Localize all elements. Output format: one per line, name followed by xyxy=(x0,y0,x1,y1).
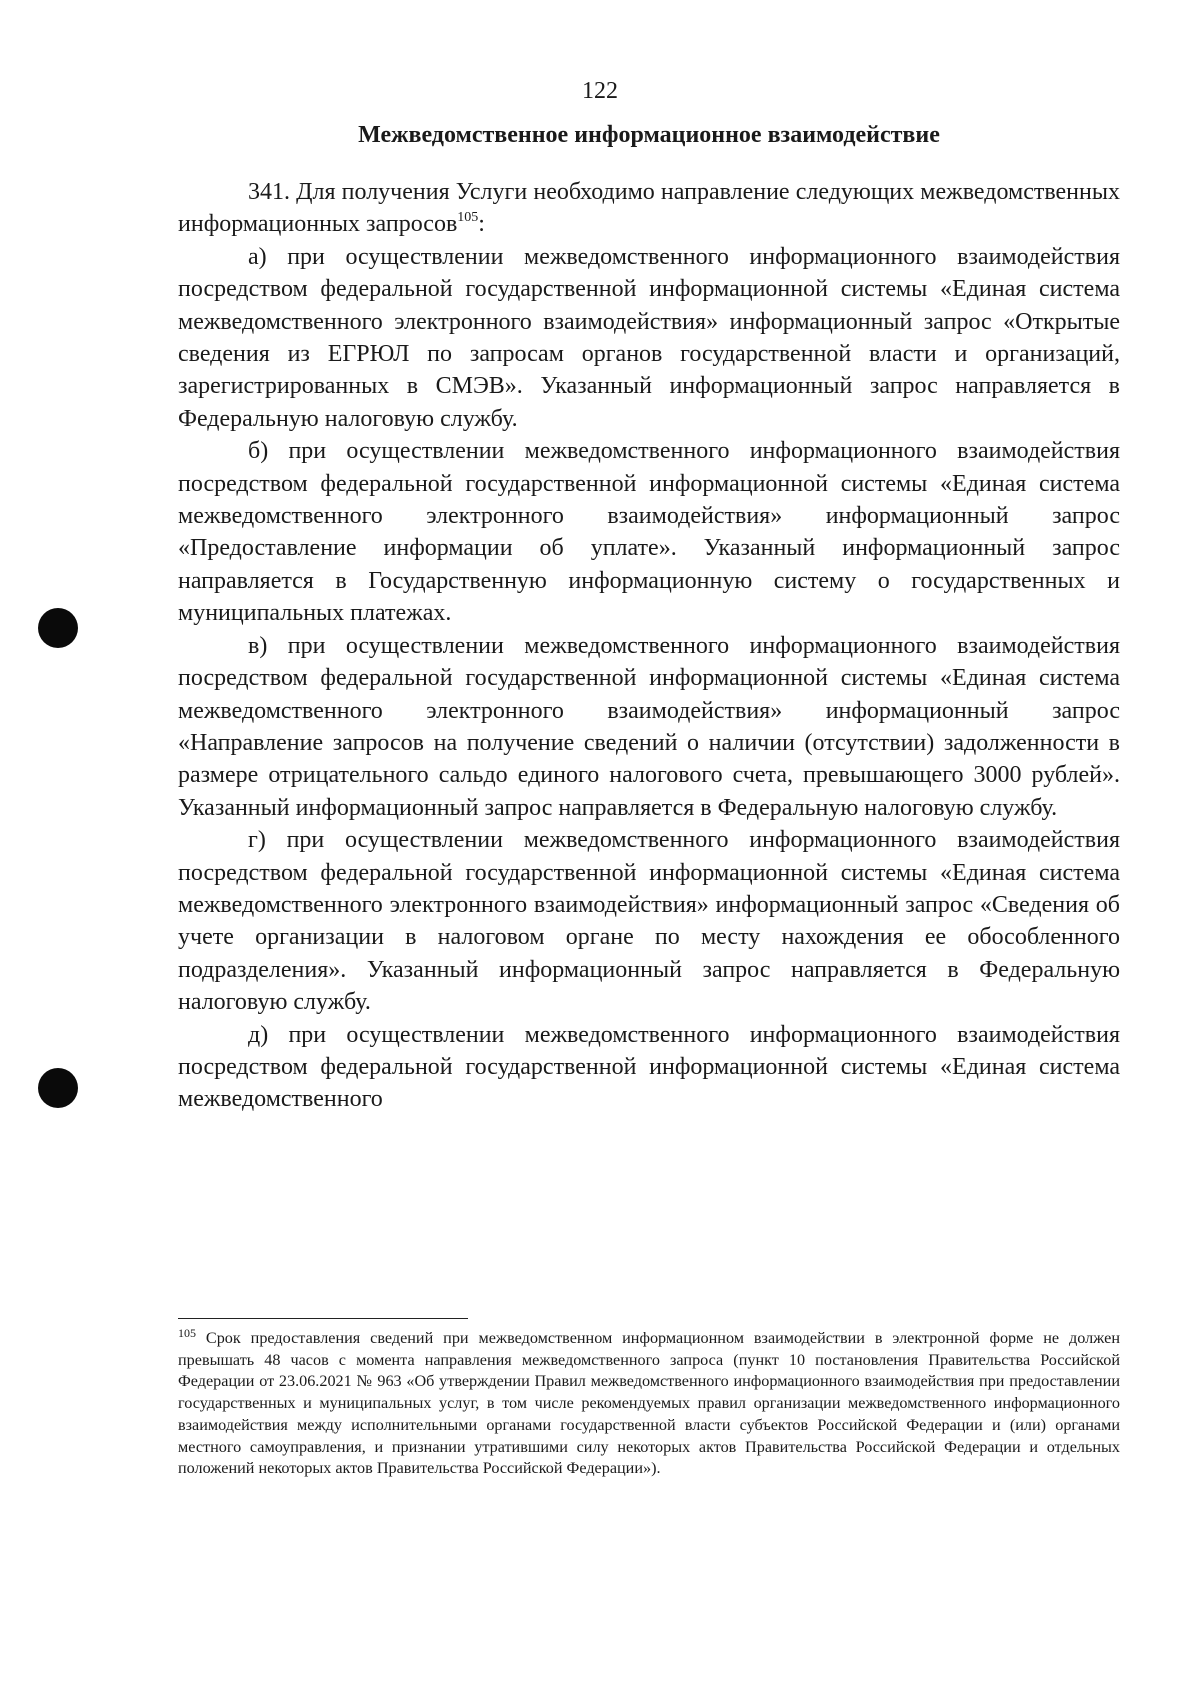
footnote-text: Срок предоставления сведений при межведомственном информационном взаимодействии в электронной форме не должен превышать 48 часов с момента направления межведомственного запроса (пункт 10 постановления Правительства Российской Федерации от 23.06.2021 № 963 «Об утверждении Правил межведомственного информационного взаимодействия при предоставлении государственных и муниципальных услуг, в том числе рекомендуемых правил организации межведомственного информационного взаимодействия между исполнительными органами государственной власти субъектов Российской Федерации и (или) органами местного самоуправления, и признании утратившими силу некоторых актов Правительства Российской Федерации и отдельных положений некоторых актов Правительства Российской Федерации»). xyxy=(178,1329,1120,1478)
footnote-reference: 105 xyxy=(457,210,479,226)
paragraph-g: г) при осуществлении межведомственного информационного взаимодействия посредством федеральной государственной информационной системы «Единая система межведомственного электронного взаимодействия» информационный запрос «Сведения об учете организации в налоговом органе по месту нахождения ее обособленного подразделения». Указанный информационный запрос направляется в Федеральную налоговую службу. xyxy=(178,827,1120,1016)
footnote xyxy=(178,1328,1120,1480)
paragraph-d: д) при осуществлении межведомственного информационного взаимодействия посредством федеральной государственной информационной системы «Единая система межведомственного xyxy=(178,1021,1120,1113)
paragraph-intro xyxy=(178,176,1120,241)
punch-hole-mark xyxy=(38,1068,78,1108)
paragraph-b: б) при осуществлении межведомственного информационного взаимодействия посредством федеральной государственной информационной системы «Единая система межведомственного электронного взаимодействия» информационный запрос «Предоставление информации об уплате». Указанный информационный запрос направляется в Государственную информационную систему о государственных и муниципальных платежах. xyxy=(178,438,1120,627)
paragraph-v: в) при осуществлении межведомственного информационного взаимодействия посредством федеральной государственной информационной системы «Единая система межведомственного электронного взаимодействия» информационный запрос «Направление запросов на получение сведений о наличии (отсутствии) задолженности в размере отрицательного сальдо единого налогового счета, превышающего 3000 рублей». Указанный информационный запрос направляется в Федеральную налоговую службу. xyxy=(178,632,1120,821)
paragraph-intro-tail: : xyxy=(478,211,485,238)
document-body xyxy=(178,176,1120,1116)
footnote-divider xyxy=(178,1318,468,1319)
paragraph-intro-text: 341. Для получения Услуги необходимо направление следующих межведомственных информационных запросов xyxy=(178,179,1120,238)
page-number: 122 xyxy=(582,78,618,104)
punch-hole-mark xyxy=(38,608,78,648)
footnote-number: 105 xyxy=(178,1326,196,1340)
paragraph-a: а) при осуществлении межведомственного информационного взаимодействия посредством федеральной государственной информационной системы «Единая система межведомственного электронного взаимодействия» информационный запрос «Открытые сведения из ЕГРЮЛ по запросам органов государственной власти и организаций, зарегистрированных в СМЭВ». Указанный информационный запрос направляется в Федеральную налоговую службу. xyxy=(178,243,1120,432)
section-heading: Межведомственное информационное взаимодействие xyxy=(358,122,940,148)
